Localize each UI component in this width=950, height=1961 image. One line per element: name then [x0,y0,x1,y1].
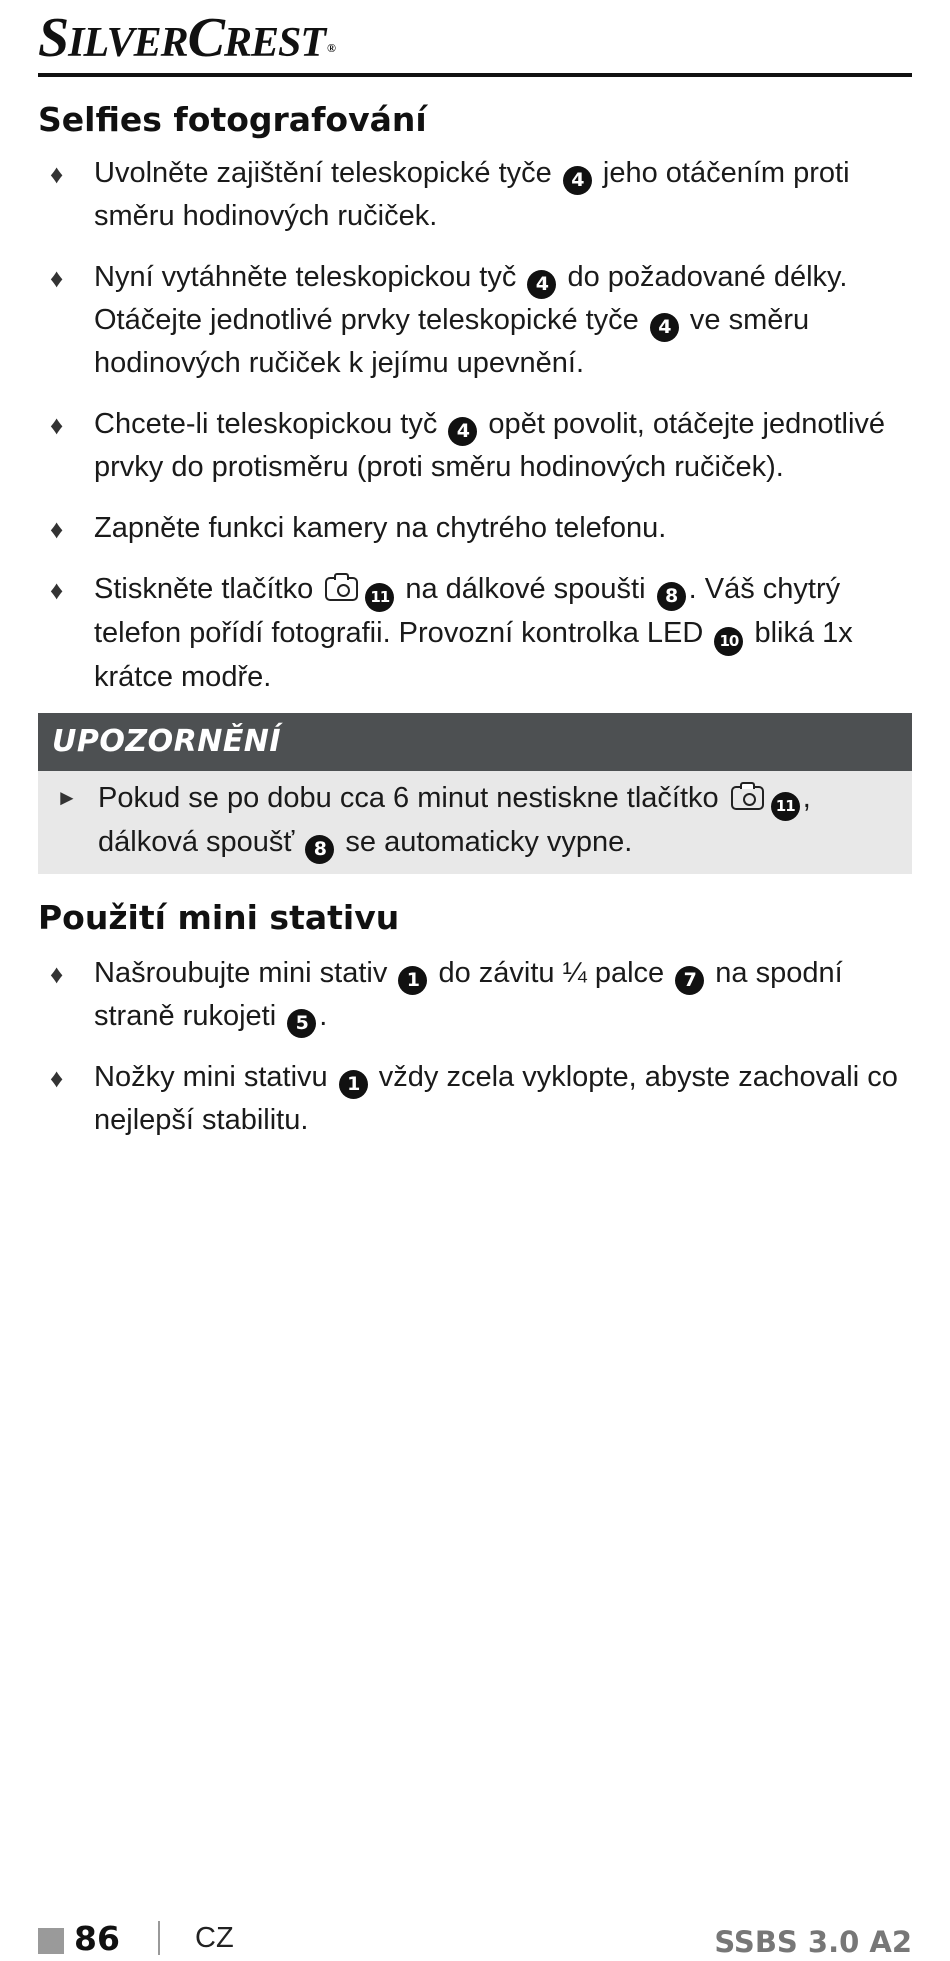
diamond-bullet-icon: ♦ [50,410,64,440]
selfie-steps-list [38,152,912,717]
notice-body [38,771,912,874]
camera-icon [731,786,764,810]
part-number-badge: 4 [650,313,679,342]
list-item [38,1056,912,1142]
step-text: Našroubujte mini stativ 1 do závitu ¼ palce 7 na spodní straně rukojeti 5 . [94,952,912,1038]
manual-page [38,0,912,1961]
part-number-badge: 5 [287,1009,316,1038]
header-rule [38,73,912,77]
page-marker-square [38,1928,64,1954]
part-number-badge: 1 [398,966,427,995]
part-number-badge: 4 [563,166,592,195]
list-item [38,256,912,385]
page-number: 86 [74,1919,120,1958]
section-title-tripod: Použití mini stativu [38,898,400,937]
step-text: Chcete-li teleskopickou tyč 4 opět povolit, otáčejte jednotlivé prvky do protisměru (proti směru hodinových ručiček). [94,408,886,483]
list-item [38,403,912,489]
section-title-selfie: Selfies fotografování [38,100,427,139]
step-text: Nožky mini stativu 1 vždy zcela vyklopte, abyste zachovali co nejlepší stabilitu. [94,1061,898,1136]
step-text: Uvolněte zajištění teleskopické tyče 4 jeho otáčením proti směru hodinových ručiček. [94,157,850,232]
list-item [38,507,912,550]
part-number-badge: 8 [305,835,334,864]
list-item [38,568,912,699]
part-number-badge: 11 [365,583,394,612]
part-number-badge: 10 [714,627,743,656]
tripod-steps-list [38,952,912,1160]
part-number-badge: 4 [527,270,556,299]
part-number-badge: 4 [448,417,477,446]
triangle-arrow-icon: ► [56,785,78,810]
diamond-bullet-icon: ♦ [50,575,64,605]
language-code: CZ [195,1922,234,1954]
diamond-bullet-icon: ♦ [50,1063,64,1093]
diamond-bullet-icon: ♦ [50,263,64,293]
diamond-bullet-icon: ♦ [50,514,64,544]
diamond-bullet-icon: ♦ [50,959,64,989]
step-text: Zapněte funkci kamery na chytrého telefonu. [94,512,667,544]
list-item [38,152,912,238]
camera-icon [325,577,358,601]
notice-box [38,713,912,874]
notice-title: UPOZORNĚNÍ [38,713,912,771]
part-number-badge: 1 [339,1070,368,1099]
list-item [38,952,912,1038]
part-number-badge: 11 [771,792,800,821]
model-number: SSBS 3.0 A2 [714,1925,912,1959]
part-number-badge: 8 [657,582,686,611]
footer-divider [158,1921,160,1955]
step-text: Stiskněte tlačítko 11 na dálkové spoušti 8 . Váš chytrý telefon pořídí fotografii. Provozní kontrolka LED 10 bliká 1x krátce modře. [94,573,853,693]
diamond-bullet-icon: ♦ [50,159,64,189]
brand-logo: SILVERCREST ® [38,7,336,69]
page-footer [38,1913,912,1959]
part-number-badge: 7 [675,966,704,995]
step-text: Pokud se po dobu cca 6 minut nestiskne tlačítko 11 , dálková spoušť 8 se automaticky vypne. [98,777,912,864]
step-text: Nyní vytáhněte teleskopickou tyč 4 do požadované délky. Otáčejte jednotlivé prvky teleskopické tyče 4 ve směru hodinových ručiček k jejímu upevnění. [94,261,848,379]
